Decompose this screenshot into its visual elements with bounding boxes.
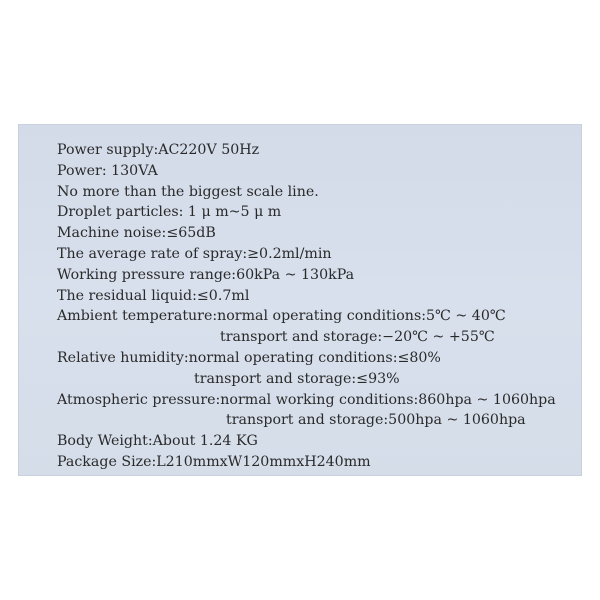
spec-list (57, 140, 587, 473)
spec-package-size: Package Size:L210mmxW120mmxH240mm (57, 453, 371, 470)
spec-body-weight: Body Weight:About 1.24 KG (57, 433, 258, 450)
spec-droplet-particles: Droplet particles: 1 μ m~5 μ m (57, 204, 282, 221)
spec-power: Power: 130VA (57, 162, 158, 179)
spec-spray-rate: The average rate of spray:≥0.2ml/min (57, 245, 332, 262)
spec-power-supply: Power supply:AC220V 50Hz (57, 142, 260, 158)
spec-atmospheric-pressure: Atmospheric pressure:normal working conditions:860hpa ~ 1060hpa (57, 391, 556, 408)
spec-scale-line: No more than the biggest scale line. (57, 183, 319, 200)
spec-atmospheric-pressure-storage: transport and storage:500hpa ~ 1060hpa (226, 412, 526, 429)
spec-machine-noise: Machine noise:≤65dB (57, 225, 216, 242)
spec-working-pressure: Working pressure range:60kPa ~ 130kPa (57, 266, 355, 283)
spec-ambient-temperature: Ambient temperature:normal operating conditions:5℃ ~ 40℃ (57, 308, 506, 325)
spec-ambient-temperature-storage: transport and storage:−20℃ ~ +55℃ (220, 329, 495, 346)
spec-relative-humidity-storage: transport and storage:≤93% (194, 370, 400, 387)
spec-residual-liquid: The residual liquid:≤0.7ml (57, 287, 250, 304)
spec-relative-humidity: Relative humidity:normal operating conditions:≤80% (57, 349, 441, 366)
